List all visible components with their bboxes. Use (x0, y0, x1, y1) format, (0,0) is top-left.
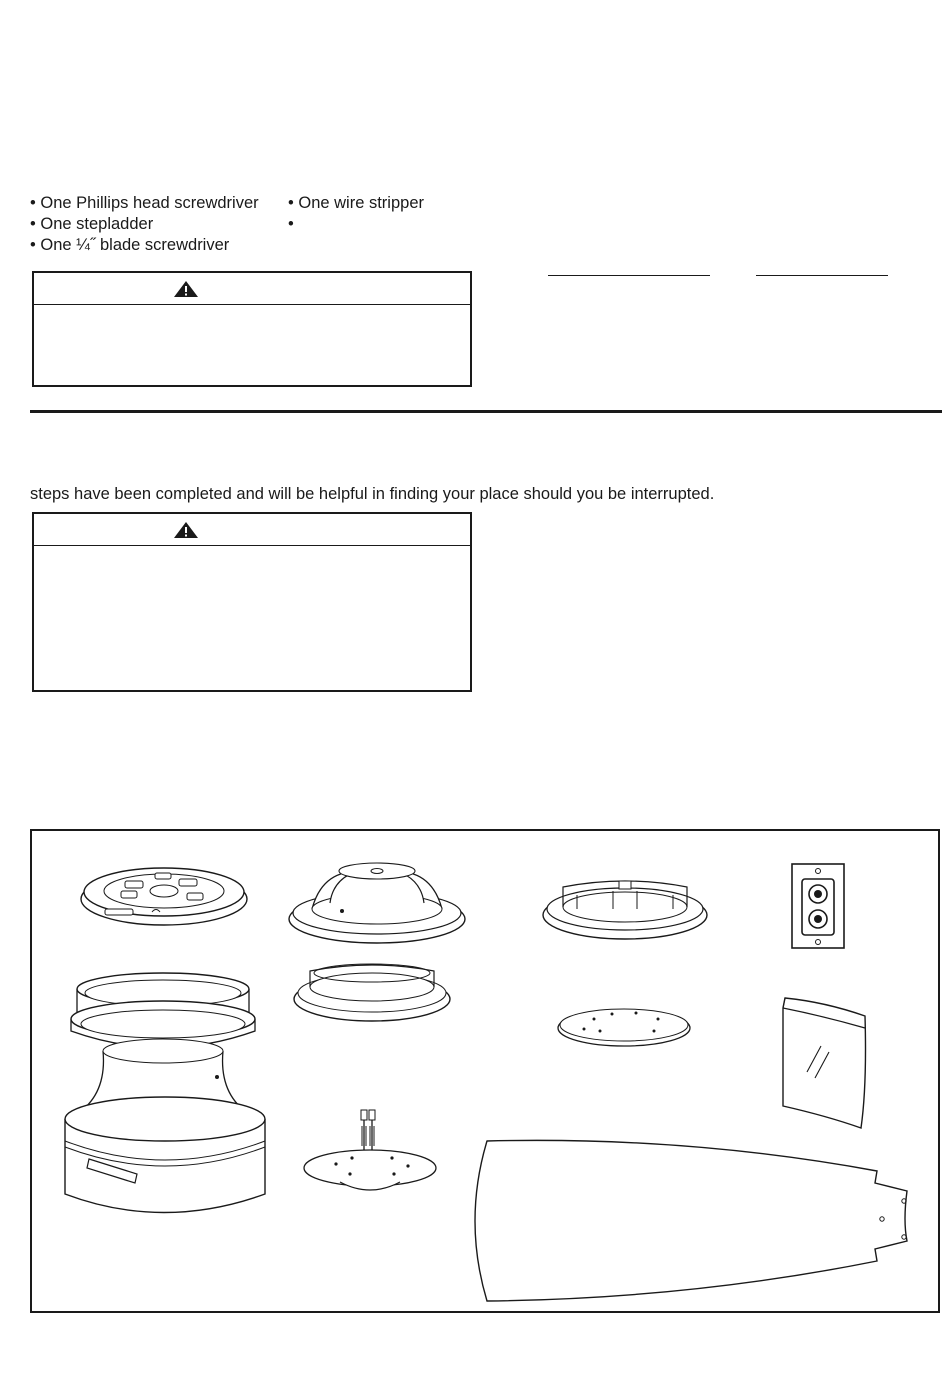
steps-text: steps have been completed and will be helpful in finding your place should you be interrupted. (30, 485, 715, 503)
warning-triangle-icon (173, 280, 199, 298)
warning-triangle-icon (173, 521, 199, 539)
fan-blade-part-icon (457, 1131, 922, 1306)
tool-item: • (288, 215, 294, 233)
trim-ring-part-icon (290, 961, 455, 1031)
section-divider (30, 410, 942, 413)
warning-header (34, 273, 470, 305)
tools-list-right (288, 193, 424, 235)
warning-box-1 (32, 271, 472, 387)
mounting-plate-part-icon (554, 1001, 694, 1051)
tool-item: • One wire stripper (288, 194, 424, 212)
parts-box (30, 829, 940, 1313)
blank-line (756, 275, 888, 276)
motor-housing-part-icon (57, 969, 277, 1269)
switch-housing-plate-part-icon (300, 1106, 440, 1201)
ceiling-plate-part-icon (77, 861, 252, 931)
warning-box-2 (32, 512, 472, 692)
tool-item: • One ¼˝ blade screwdriver (30, 236, 230, 254)
tools-list-left (30, 193, 259, 256)
canopy-ring-part-icon (537, 869, 717, 949)
canopy-part-icon (282, 859, 472, 949)
tool-item: • One stepladder (30, 215, 154, 233)
hardware-bag-part-icon (777, 996, 872, 1131)
tool-item: • One Phillips head screwdriver (30, 194, 259, 212)
blank-line (548, 275, 710, 276)
warning-header (34, 514, 470, 546)
wall-control-part-icon (789, 861, 849, 951)
